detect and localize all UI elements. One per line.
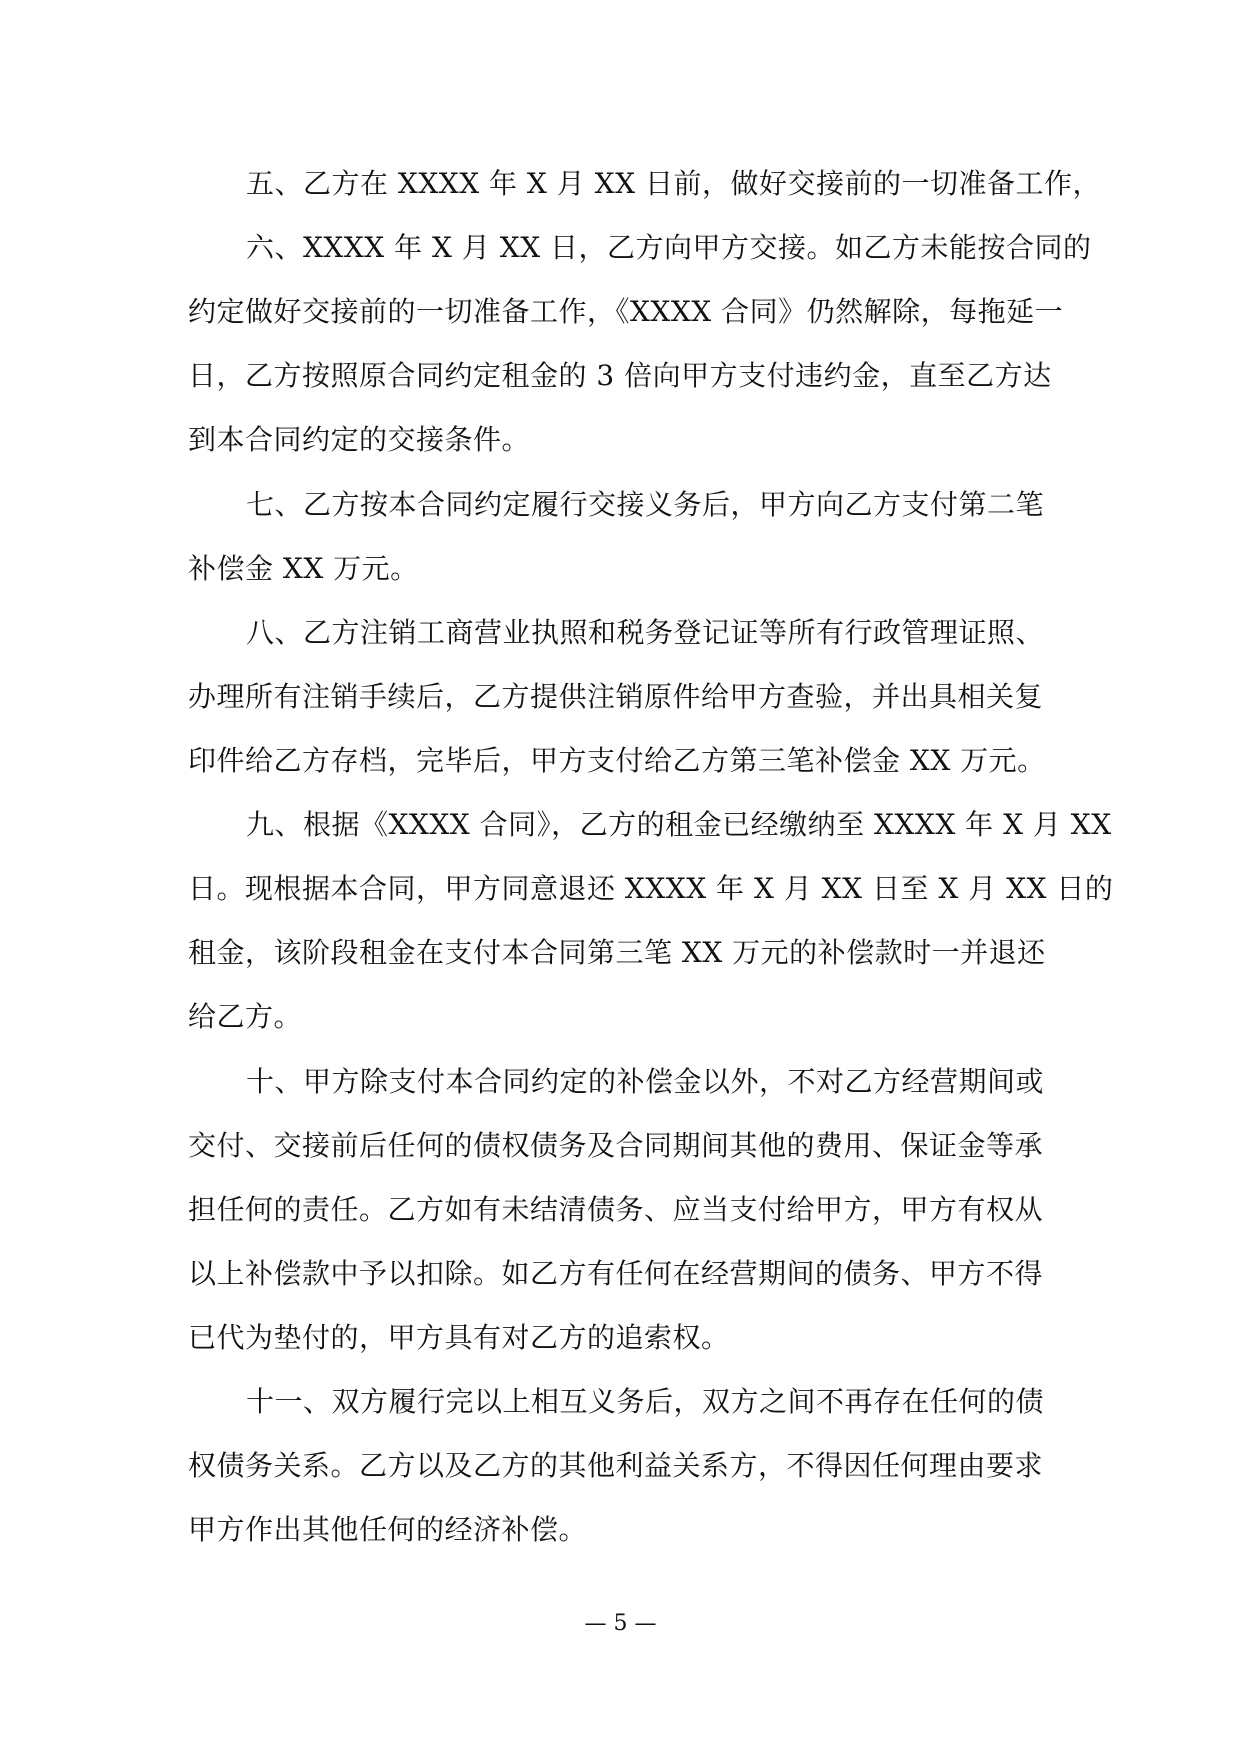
text-line: 给乙方。: [188, 1000, 303, 1033]
text-line: 六、XXXX 年 X 月 XX 日，乙方向甲方交接。如乙方未能按合同的: [246, 231, 1092, 264]
text-line: 九、根据《XXXX 合同》，乙方的租金已经缴纳至 XXXX 年 X 月 XX: [246, 808, 1112, 841]
text-line: 日。现根据本合同，甲方同意退还 XXXX 年 X 月 XX 日至 X 月 XX 日的: [188, 872, 1114, 905]
text-line: 甲方作出其他任何的经济补偿。: [188, 1513, 588, 1546]
text-line: 权债务关系。乙方以及乙方的其他利益关系方，不得因任何理由要求: [188, 1449, 1044, 1482]
text-line: 七、乙方按本合同约定履行交接义务后，甲方向乙方支付第二笔: [246, 488, 1045, 521]
text-line: 十一、双方履行完以上相互义务后，双方之间不再存在任何的债: [246, 1385, 1045, 1418]
text-line: 补偿金 XX 万元。: [188, 552, 419, 585]
text-line: 八、乙方注销工商营业执照和税务登记证等所有行政管理证照、: [246, 616, 1045, 649]
text-line: 十、甲方除支付本合同约定的补偿金以外，不对乙方经营期间或: [246, 1065, 1045, 1098]
text-line: 五、乙方在 XXXX 年 X 月 XX 日前，做好交接前的一切准备工作，: [246, 167, 1101, 200]
text-line: 交付、交接前后任何的债权债务及合同期间其他的费用、保证金等承: [188, 1129, 1044, 1162]
text-line: 以上补偿款中予以扣除。如乙方有任何在经营期间的债务、甲方不得: [188, 1257, 1044, 1290]
text-line: 已代为垫付的，甲方具有对乙方的追索权。: [188, 1321, 730, 1354]
text-line: 约定做好交接前的一切准备工作，《XXXX 合同》仍然解除，每拖延一: [188, 295, 1064, 328]
text-line: 办理所有注销手续后，乙方提供注销原件给甲方查验，并出具相关复: [188, 680, 1044, 713]
text-line: 租金，该阶段租金在支付本合同第三笔 XX 万元的补偿款时一并退还: [188, 936, 1046, 969]
text-line: 印件给乙方存档，完毕后，甲方支付给乙方第三笔补偿金 XX 万元。: [188, 744, 1046, 777]
text-line: 日，乙方按照原合同约定租金的 3 倍向甲方支付违约金，直至乙方达: [188, 359, 1052, 392]
text-line: 到本合同约定的交接条件。: [188, 423, 531, 456]
text-line: 担任何的责任。乙方如有未结清债务、应当支付给甲方，甲方有权从: [188, 1193, 1044, 1226]
page-number: — 5 —: [584, 1611, 657, 1636]
